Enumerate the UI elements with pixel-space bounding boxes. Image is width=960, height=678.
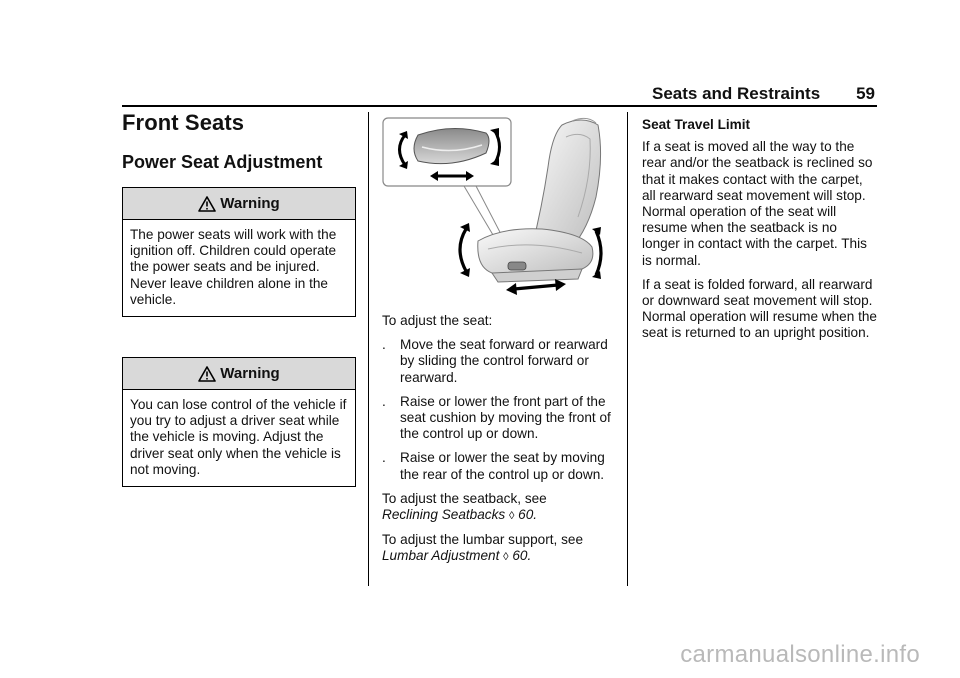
instructions-intro: To adjust the seat: <box>382 313 493 328</box>
list-item-text: Raise or lower the front part of the seat cushion by moving the front of the control up or down. <box>400 393 611 442</box>
reference-page[interactable]: 60. <box>518 507 538 523</box>
list-item <box>382 394 618 443</box>
subsection-heading: Seat Travel Limit <box>642 117 751 132</box>
column-middle <box>382 117 618 566</box>
list-item <box>382 450 618 482</box>
paragraph: If a seat is moved all the way to the rear and/or the seatback is reclined so that it makes contact with the carpet, all rearward seat movement will stop. Normal operation of the seat will resume when the seatback is no longer in contact with the carpet. This is normal. <box>642 139 873 268</box>
column-divider-1 <box>368 112 369 586</box>
bullet-marker: . <box>382 450 386 466</box>
warning-icon <box>198 196 216 212</box>
warning-header <box>123 358 355 390</box>
reference-text: To adjust the lumbar support, see <box>382 532 583 548</box>
reference-link[interactable]: Reclining Seatbacks <box>382 507 506 523</box>
section-heading: Power Seat Adjustment <box>122 152 323 172</box>
header-rule <box>122 105 877 107</box>
reference-link[interactable]: Lumbar Adjustment <box>382 548 500 564</box>
page-title: Front Seats <box>122 110 245 135</box>
seatback-reference <box>382 491 618 524</box>
warning-label: Warning <box>220 365 280 383</box>
page-ref-icon: ◊ <box>508 510 515 523</box>
page-number: 59 <box>856 84 875 103</box>
reference-page[interactable]: 60. <box>512 548 532 564</box>
page-ref-icon: ◊ <box>503 551 509 564</box>
seat-diagram <box>382 117 618 301</box>
warning-box-1 <box>122 187 356 317</box>
warning-text: The power seats will work with the ignition off. Children could operate the power seats and be injured. Never leave children alone in the vehicle. <box>130 227 337 307</box>
bullet-marker: . <box>382 393 386 409</box>
lumbar-reference <box>382 532 618 565</box>
list-item <box>382 337 618 386</box>
column-divider-2 <box>627 112 628 586</box>
warning-header <box>123 188 355 220</box>
section-title: Seats and Restraints <box>652 84 821 103</box>
warning-icon <box>198 366 216 382</box>
bullet-marker: . <box>382 337 386 353</box>
warning-label: Warning <box>220 195 280 212</box>
power-seat-illustration <box>382 117 618 301</box>
column-right <box>642 117 878 342</box>
reference-text: To adjust the seatback, see <box>382 490 547 506</box>
column-left <box>122 110 356 487</box>
warning-text: You can lose control of the vehicle if you try to adjust a driver seat while the vehicle is moving. Adjust the driver seat only when the vehicle is not moving. <box>130 397 347 477</box>
list-item-text: Move the seat forward or rearward by sliding the control forward or rearward. <box>400 337 608 385</box>
list-item-text: Raise or lower the seat by moving the rear of the control up or down. <box>400 450 605 482</box>
warning-box-2 <box>122 357 356 487</box>
watermark: carmanualsonline.info <box>680 641 920 668</box>
paragraph: If a seat is folded forward, all rearward or downward seat movement will stop. Normal operation will resume when the seat is returned to an upright position. <box>642 276 877 341</box>
